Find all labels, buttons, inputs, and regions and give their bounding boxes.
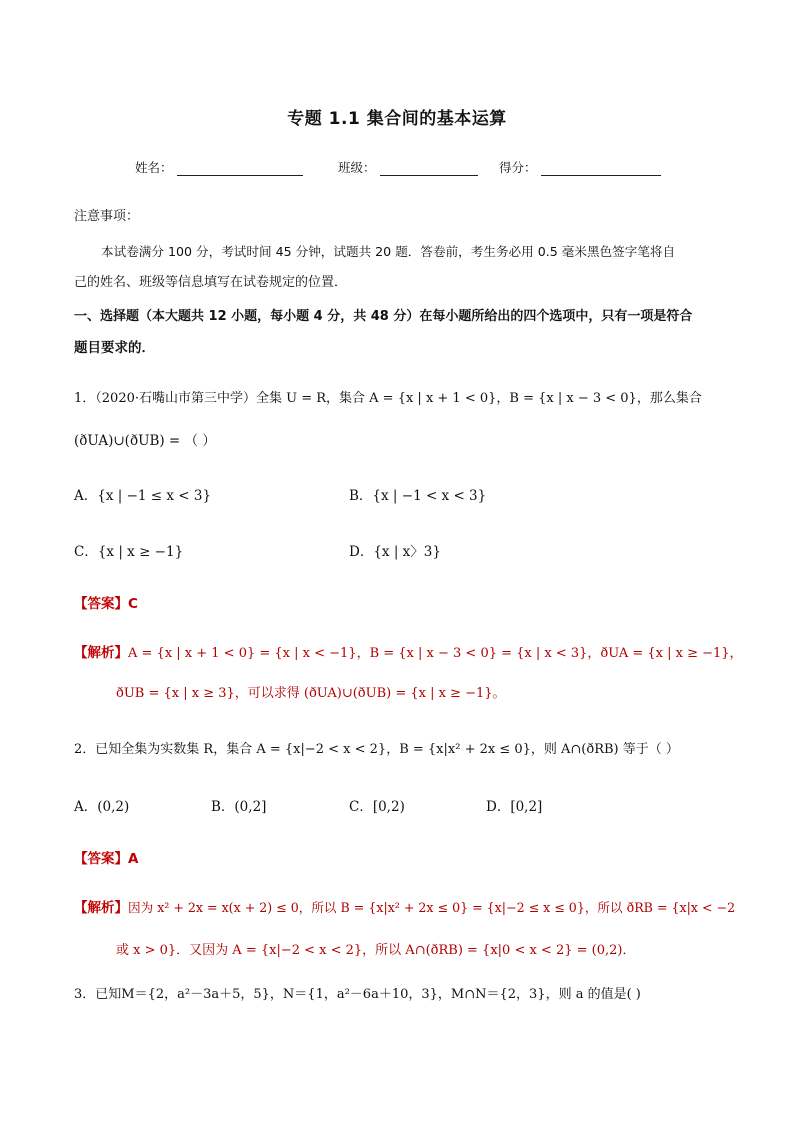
q2-answer-tag: 【答案】: [74, 851, 128, 867]
q2-option-a[interactable]: A．(0,2): [74, 799, 130, 815]
q1-explanation-line-1: [74, 641, 743, 661]
class-label: 班级：: [338, 160, 376, 175]
notes-line-1: 本试卷满分 100 分，考试时间 45 分钟，试题共 20 题．答卷前，考生务必用 0.5 毫米黑色签字笔将自: [101, 244, 676, 259]
q1-answer: [74, 592, 138, 612]
q1-answer-tag: 【答案】: [74, 596, 128, 612]
q2-explanation-line-1: [74, 896, 735, 916]
notes-line-2: 己的姓名、班级等信息填写在试卷规定的位置．: [74, 275, 348, 290]
q3-stem: 3．已知M＝{2，a²－3a＋5，5}，N＝{1，a²－6a＋10，3}，M∩N＝{2，3}，则 a 的值是( ): [74, 987, 641, 1002]
q2-option-b[interactable]: B．(0,2]: [211, 799, 267, 815]
name-blank[interactable]: [177, 161, 303, 176]
score-field: [499, 158, 661, 176]
q2-answer: [74, 847, 138, 867]
q2-explanation-tag: 【解析】: [74, 900, 128, 916]
score-blank[interactable]: [541, 161, 661, 176]
q1-explanation-line-2: ðUB = {x | x ≥ 3}，可以求得 (ðUA)∪(ðUB) = {x | x ≥ −1}。: [116, 686, 506, 701]
section-heading-line-2: 题目要求的．: [74, 340, 155, 356]
score-label: 得分：: [499, 160, 537, 175]
q1-explanation-text-1: A = {x | x + 1 < 0} = {x | x < −1}，B = {x | x − 3 < 0} = {x | x < 3}，ðUA = {x | x ≥ −1}，: [128, 646, 743, 661]
q2-explanation-text-1: 因为 x² + 2x = x(x + 2) ≤ 0，所以 B = {x|x² + 2x ≤ 0} = {x|−2 ≤ x ≤ 0}，所以 ðRB = {x|x < −2: [128, 900, 736, 915]
q2-option-d[interactable]: D．[0,2]: [486, 799, 543, 815]
q2-explanation-line-2: 或 x > 0}．又因为 A = {x|−2 < x < 2}，所以 A∩(ðRB) = {x|0 < x < 2} = (0,2)．: [116, 943, 636, 958]
q1-option-d[interactable]: D．{x | x〉3}: [349, 544, 441, 560]
q2-stem: 2．已知全集为实数集 R，集合 A = {x|−2 < x < 2}，B = {x|x² + 2x ≤ 0}，则 A∩(ðRB) 等于（ ）: [74, 742, 679, 757]
q1-stem: 1．（2020·石嘴山市第三中学）全集 U = R，集合 A = {x | x + 1 < 0}，B = {x | x − 3 < 0}，那么集合: [74, 391, 702, 406]
name-label: 姓名：: [135, 160, 173, 175]
q1-option-b[interactable]: B．{x | −1 < x < 3}: [349, 488, 487, 504]
q2-option-c[interactable]: C．[0,2): [349, 799, 405, 815]
notes-heading: 注意事项：: [74, 209, 140, 224]
q1-option-c[interactable]: C．{x | x ≥ −1}: [74, 544, 184, 560]
name-field: [135, 158, 303, 176]
q1-explanation-tag: 【解析】: [74, 645, 128, 661]
class-blank[interactable]: [380, 161, 478, 176]
class-field: [338, 158, 478, 176]
q2-answer-value: A: [128, 851, 139, 867]
q1-stem-2: (ðUA)∪(ðUB) = （ ）: [74, 433, 216, 449]
section-heading-line-1: 一、选择题（本大题共 12 小题，每小题 4 分，共 48 分）在每小题所给出的四个选项中，只有一项是符合: [74, 309, 693, 324]
q1-option-a[interactable]: A．{x | −1 ≤ x < 3}: [74, 488, 212, 504]
page-title: 专题 1.1 集合间的基本运算: [287, 109, 507, 129]
q1-answer-value: C: [128, 596, 138, 612]
